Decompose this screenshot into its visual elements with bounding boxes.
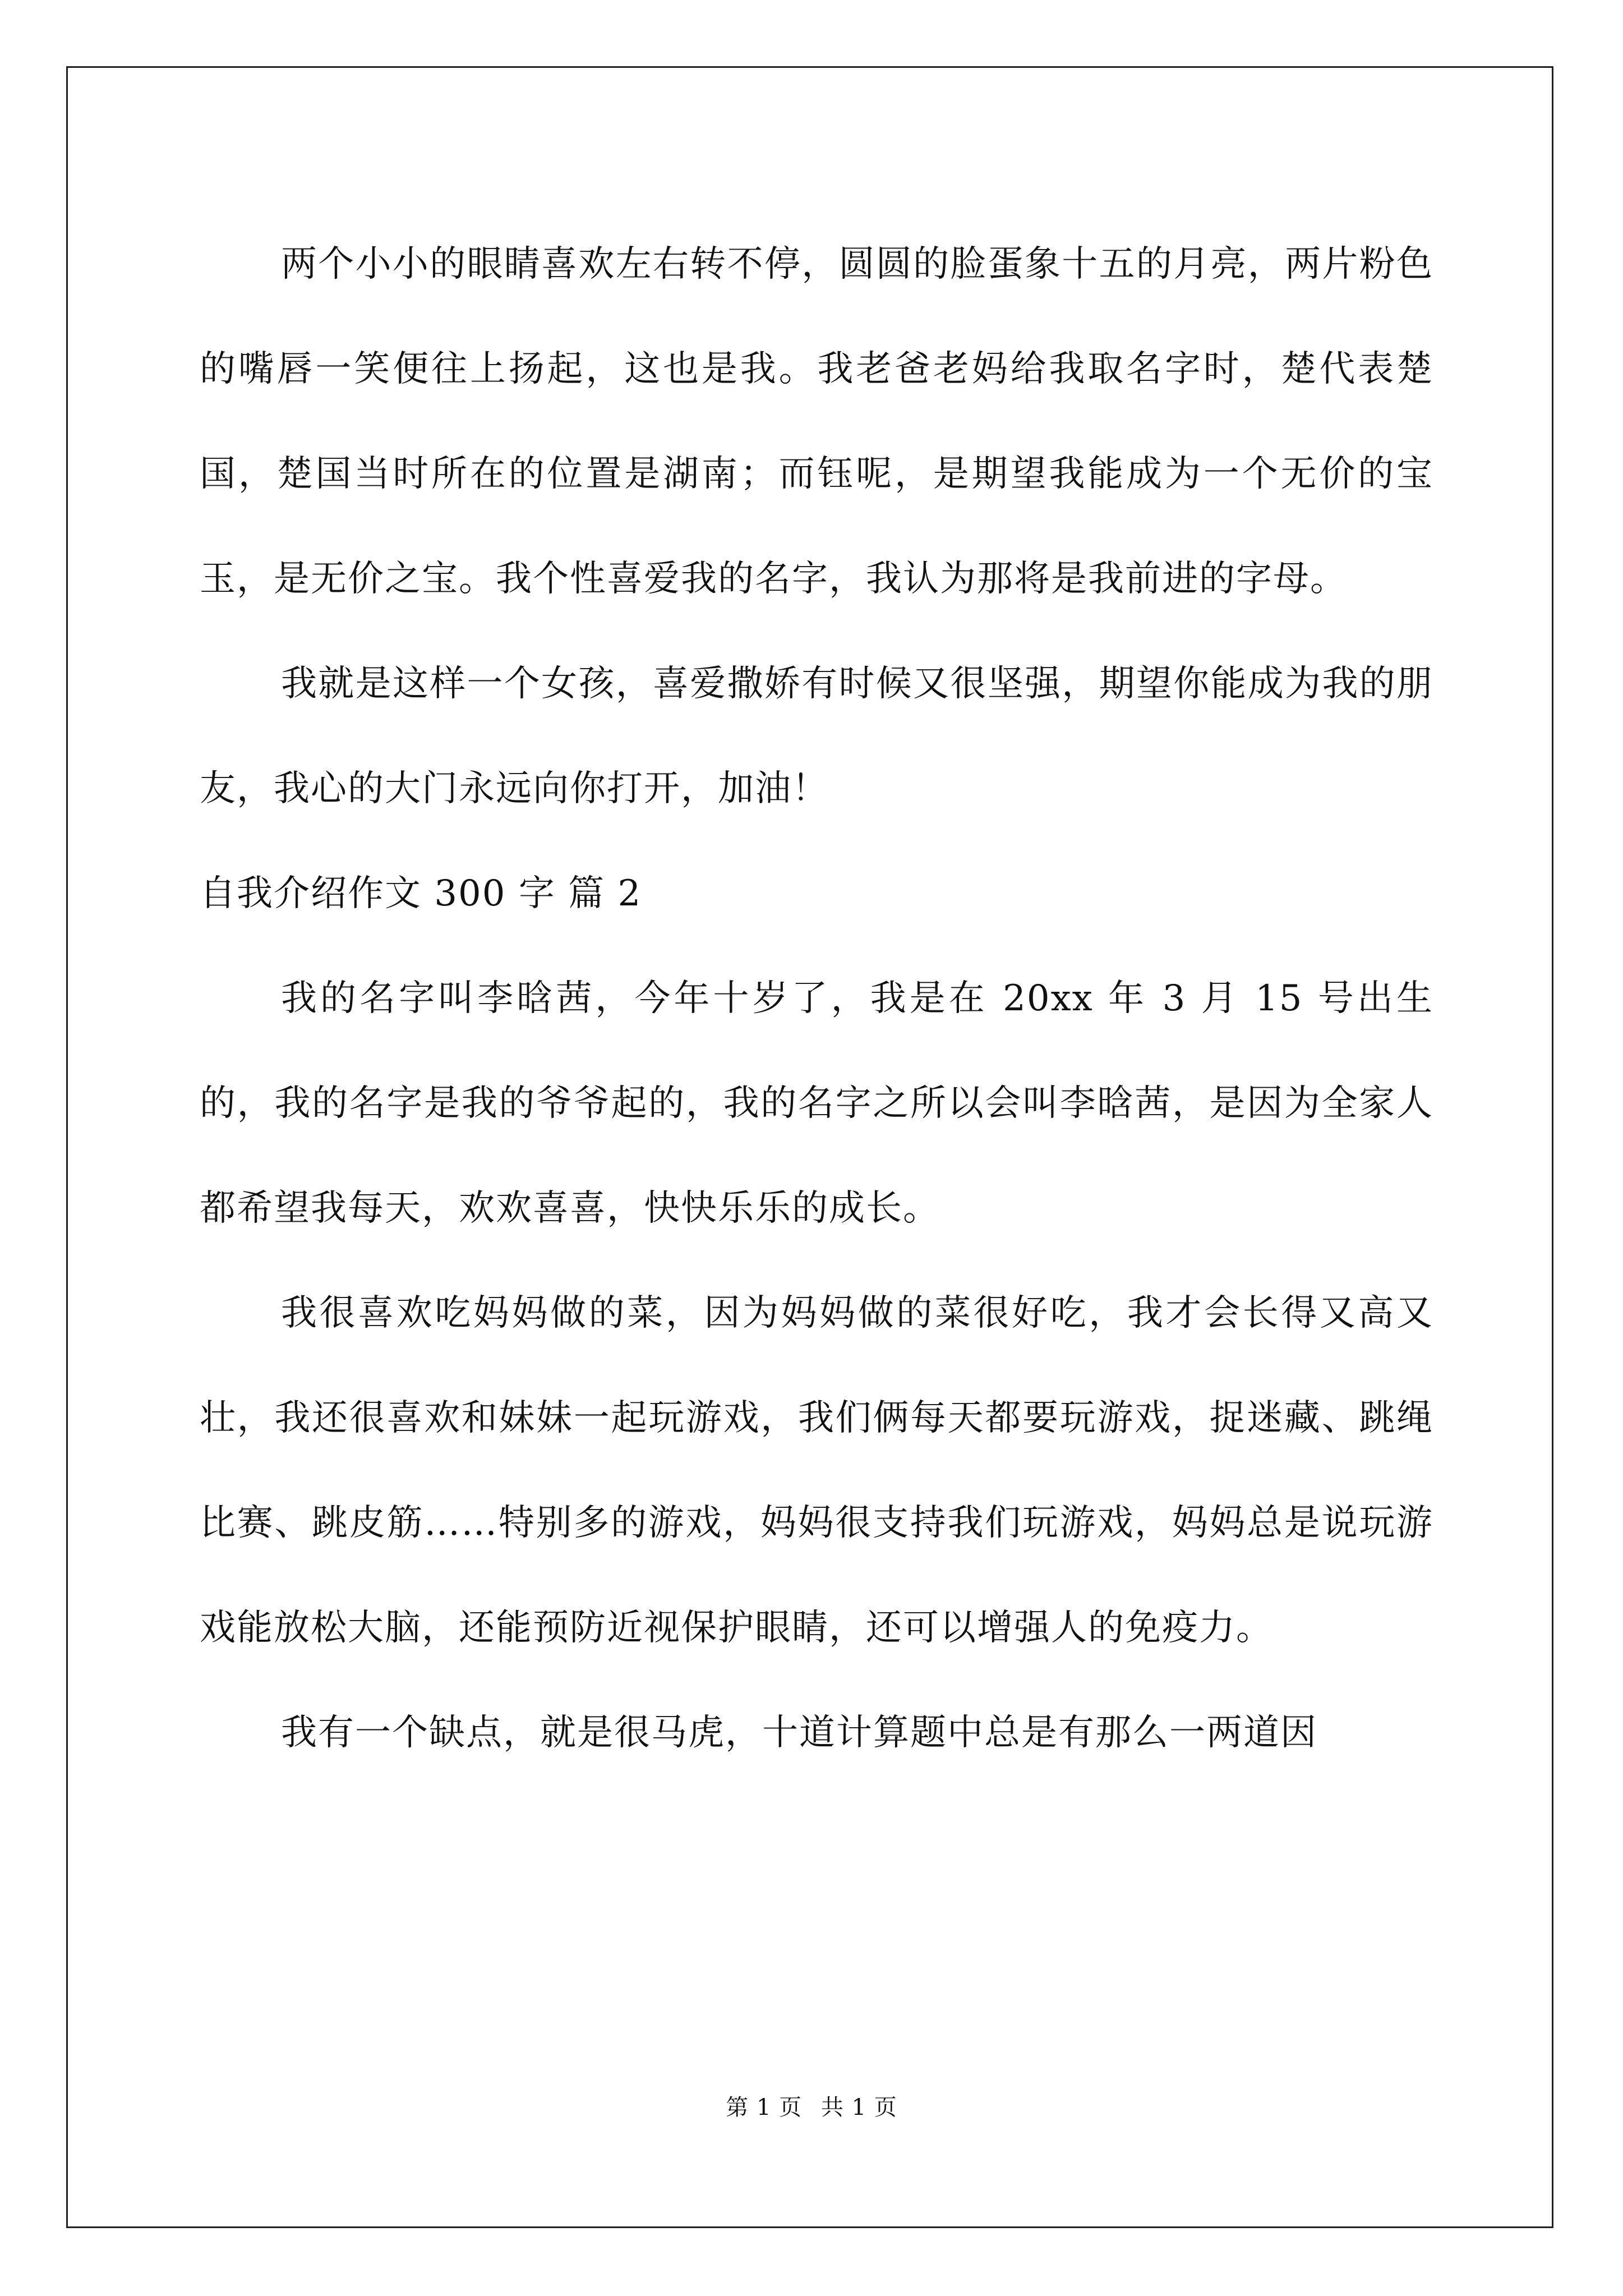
paragraph-5: 我有一个缺点，就是很马虎，十道计算题中总是有那么一两道因 xyxy=(281,1712,1317,1754)
section-heading: 自我介绍作文 300 字 篇 2 xyxy=(200,873,642,914)
page-total: 共 1 页 xyxy=(820,2095,897,2120)
paragraph-2: 我就是这样一个女孩，喜爱撒娇有时候又很坚强，期望你能成为我的朋友，我心的大门永远向你打开，加油！ xyxy=(200,663,1433,809)
page-number: 第 1 页 xyxy=(726,2095,803,2120)
paragraph-4: 我很喜欢吃妈妈做的菜，因为妈妈做的菜很好吃，我才会长得又高又壮，我还很喜欢和妹妹一起玩游戏，我们俩每天都要玩游戏，捉迷藏、跳绳比赛、跳皮筋……特别多的游戏，妈妈很支持我们玩游戏，妈妈总是说玩游戏能放松大脑，还能预防近视保护眼睛，还可以增强人的免疫力。 xyxy=(200,1292,1433,1649)
document-body xyxy=(200,212,1433,1786)
paragraph-1: 两个小小的眼睛喜欢左右转不停，圆圆的脸蛋象十五的月亮，两片粉色的嘴唇一笑便往上扬起，这也是我。我老爸老妈给我取名字时，楚代表楚国，楚国当时所在的位置是湖南；而钰呢，是期望我能成为一个无价的宝玉，是无价之宝。我个性喜爱我的名字，我认为那将是我前进的字母。 xyxy=(200,243,1433,600)
page-footer xyxy=(0,2090,1623,2122)
paragraph-3: 我的名字叫李晗茜，今年十岁了，我是在 20xx 年 3 月 15 号出生的，我的名字是我的爷爷起的，我的名字之所以会叫李晗茜，是因为全家人都希望我每天，欢欢喜喜，快快乐乐的成长。 xyxy=(200,978,1433,1229)
